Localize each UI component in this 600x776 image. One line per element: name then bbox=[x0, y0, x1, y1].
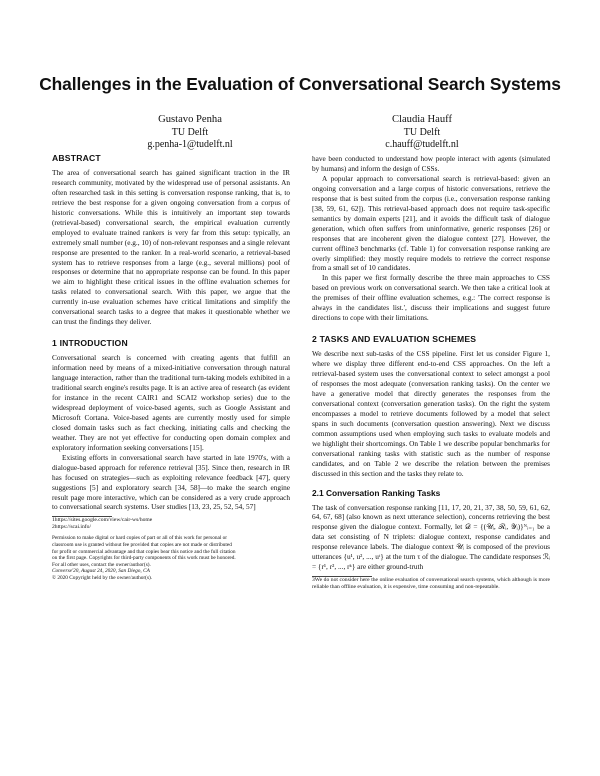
footnote-3: 3We do not consider here the online evaluation of conversational search systems, which although is more reliable than offline evaluation, it is expensive, time consuming and non-repeatable. bbox=[312, 577, 550, 591]
left-column bbox=[52, 154, 290, 582]
permission-line: Permission to make digital or hard copies of part or all of this work for personal or bbox=[52, 535, 228, 542]
footnote-1: 1https://sites.google.com/view/cair-ws/home bbox=[52, 517, 153, 524]
section-2-heading: 2 TASKS AND EVALUATION SCHEMES bbox=[312, 334, 477, 345]
author-block-1 bbox=[80, 114, 300, 152]
permission-line: for profit or commercial advantage and that copies bear this notice and the full citation bbox=[52, 548, 236, 555]
author-affiliation: TU Delft bbox=[171, 126, 209, 138]
intro-paragraph-3: have been conducted to understand how people interact with agents (simulated by humans) and inform the design of CSSs. bbox=[312, 154, 550, 173]
author-affiliation: TU Delft bbox=[403, 126, 441, 138]
intro-paragraph-2: Existing efforts in conversational search have started in late 1970's, with a dialogue-based approach for reference retrieval [35]. Since then, research in IR has focused on strategies—such as exploiting relevance feedback [47], query suggestions [5] and exploratory search [34, 58]—to make the search engine result page more interactive, which can be considered as a very crude approach to conversational search systems. User studies [13, 23, 25, 52, 54, 57] bbox=[52, 452, 290, 512]
subsection-2-1-heading: 2.1 Conversation Ranking Tasks bbox=[312, 487, 441, 498]
subsection-2-1-paragraph: The task of conversation response ranking [11, 17, 20, 21, 37, 38, 50, 59, 61, 62, 64, 67, 68] (also known as next utterance selection), concerns retrieving the best response given the dialogue context. Formally, let 𝒟 = {(𝒰ᵢ, ℛᵢ, 𝒴ᵢ)}ᴺᵢ₌₁ be a data set consisting of N triplets: dialogue context, response candidates and response relevance labels. The dialogue context 𝒰ᵢ is composed of the previous utterances {u¹, u², ..., uᵗ} at the turn τ of the dialogue. The candidate responses ℛᵢ = {r¹, r², ..., rᵏ} are either ground-truth bbox=[312, 502, 550, 572]
abstract-heading: ABSTRACT bbox=[52, 153, 101, 163]
permission-notice bbox=[52, 535, 290, 581]
author-name: Gustavo Penha bbox=[158, 114, 222, 125]
permission-line: classroom use is granted without fee provided that copies are not made or distributed bbox=[52, 542, 232, 548]
abstract-text: The area of conversational search has gained significant traction in the IR research community, motivated by the widespread use of personal assistants. An often researched task in this setting is conversation response ranking, that is, to retrieve the best response for a given ongoing conversation from a corpus of historic conversations. While this is intuitively an important step towards (retrieval-based) conversational search, the empirical evaluation currently employed to evaluate trained rankers is very far from this setup: typically, an extremely small number (e.g., 10) of non-relevant responses and a single relevant response are presented to the ranker. In a real-world scenario, a retrieval-based system has to retrieve responses from a large (e.g., several millions) pool of responses or determine that no appropriate response can be found. In this paper we aim to highlight these critical issues in the offline evaluation schemes for tasks related to conversational search. With this paper, we argue that the currently in-use evaluation schemes have critical limitations and simplify the conversational search tasks to a degree that makes it questionable whether we can trust the findings they deliver. bbox=[52, 167, 290, 327]
permission-line: on the first page. Copyrights for third-party components of this work must be honored. bbox=[52, 555, 236, 562]
right-column bbox=[312, 154, 550, 591]
introduction-heading: 1 INTRODUCTION bbox=[52, 338, 128, 349]
author-email: c.hauff@tudelft.nl bbox=[385, 139, 459, 150]
intro-paragraph-4: A popular approach to conversational search is retrieval-based: given an ongoing conversation and a large corpus of historic conversations, retrieve the response that is best suited from the corpus (i.e., conversation response ranking [38, 59, 61, 62]). This retrieval-based approach does not require task-specific semantics by domain experts [21], and it avoids the difficult task of dialogue generation, which often suffers from uninformative, generic responses [26] or responses that are incoherent given the dialogue context [27]. However, the current offline3 benchmarks (cf. Table 1) for conversation response ranking are overly simplified: they mostly require models to retrieve the correct response from a small set of 10 candidates. bbox=[312, 173, 550, 273]
author-email: g.penha-1@tudelft.nl bbox=[147, 139, 233, 150]
intro-paragraph-5: In this paper we first formally describe the three main approaches to CSS based on previous work on conversational search. We then take a critical look at the premises of their offline evaluation schemes, e.g.: 'The correct response is always in the candidates list.', discuss their implications and suggest future directions to cope with their limitations. bbox=[312, 273, 550, 323]
permission-line: For all other uses, contact the owner/author(s). bbox=[52, 561, 151, 568]
section-2-paragraph: We describe next sub-tasks of the CSS pipeline. First let us consider Figure 1, where we display three different end-to-end CSS approaches. On the left a retrieval-based system uses the conversational context to select amongst a pool of responses the most adequate (conversation ranking tasks). On the center we have a generative model that directly generates the responses from the conversational context (conversation generation tasks). On the right the system encompasses a model to retrieve documents followed by a model that select spans in such documents (conversation question answering). Next we discuss common assumptions used when employing such tasks to evaluate models and we highlight their shortcomings. On Table 1 we describe popular benchmarks for conversational ranking tasks with statistic such as the number of response candidates, and on Table 2 we describe the relation between the premises discussed in this section and the tasks they relate to. bbox=[312, 349, 550, 478]
author-name: Claudia Hauff bbox=[391, 114, 453, 125]
author-block-2 bbox=[312, 114, 532, 152]
copyright-line: © 2020 Copyright held by the owner/author(s). bbox=[52, 574, 153, 581]
paper-title: Challenges in the Evaluation of Conversational Search Systems bbox=[39, 74, 561, 94]
conference-line: Converse'20, August 24, 2020, San Diego, CA bbox=[52, 568, 150, 575]
footnote-2: 2https://scai.info/ bbox=[52, 524, 91, 531]
intro-paragraph-1: Conversational search is concerned with creating agents that fulfill an information need by means of a mixed-initiative conversation through natural language interaction, rather than the traditional turn-taking models exhibited in a traditional search engine's results page. It is an active area of research (as evident for instance in the recent CAIR1 and SCAI2 workshop series) due to the widespread deployment of voice-based agents, such as Google Assistant and Microsoft Cortana. Voice-based agents are currently mostly used for simple closed domain tasks such as fact checking, initiating calls and checking the weather. They are not yet effective for conducting open domain complex and exploratory information seeking conversations [15]. bbox=[52, 353, 290, 452]
